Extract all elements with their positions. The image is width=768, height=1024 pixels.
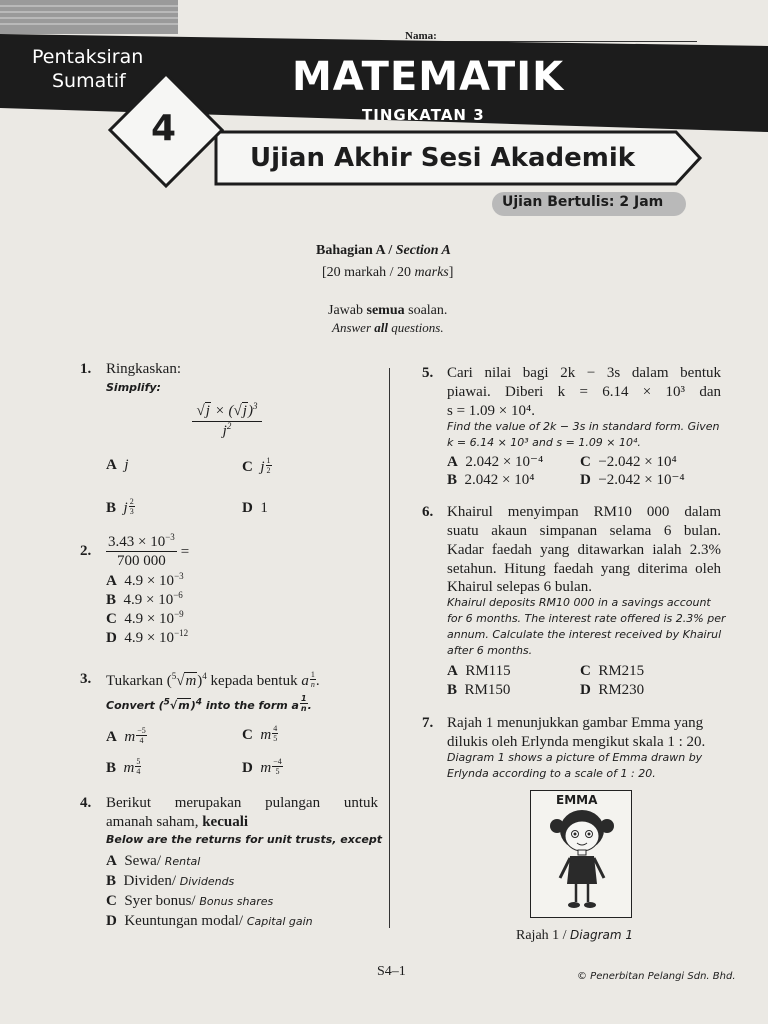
- q7-line-2: dilukis oleh Erlynda mengikut skala 1 : 20.: [447, 734, 706, 750]
- q4-text-ms-line2: amanah saham, kecuali: [106, 814, 249, 830]
- q5-number: 5.: [422, 365, 434, 381]
- q2-option-b[interactable]: B $4.9 \times 10^{-6}$: [106, 590, 183, 608]
- q4-option-c[interactable]: C Syer bonus/ Bonus shares: [106, 893, 274, 909]
- q1-option-c[interactable]: C j $\frac{1}{2}$: [242, 456, 271, 475]
- q6-option-c[interactable]: C RM215: [580, 663, 645, 679]
- q4-option-a[interactable]: A Sewa/ Rental: [106, 853, 201, 869]
- q4-number: 4.: [80, 795, 92, 811]
- q6-line-1: Khairul menyimpan RM10 000 dalam: [447, 504, 721, 520]
- q7-number: 7.: [422, 715, 434, 731]
- q3-option-b[interactable]: B m $\frac{5}{4}$: [106, 757, 141, 776]
- category-line-1: Pentaksiran: [32, 46, 144, 68]
- q2-number: 2.: [80, 543, 92, 559]
- q4-option-d[interactable]: D Keuntungan modal/ Capital gain: [106, 913, 313, 929]
- q5-line-3: s = 1.09 × 10⁴.: [447, 403, 535, 419]
- level-label: TINGKATAN 3: [362, 106, 485, 124]
- q6-line-5: Khairul selepas 6 bulan.: [447, 579, 592, 595]
- q5-option-d[interactable]: D −2.042 × 10⁻⁴: [580, 472, 685, 488]
- q5-line-2: piawai. Diberi k = 6.14 × 10³ dan: [447, 384, 721, 400]
- q3-option-c[interactable]: C m $\frac{4}{5}$: [242, 724, 278, 743]
- q6-en-line-2: for 6 months. The interest rate offered is 2.3% per: [447, 612, 726, 625]
- q6-en-line-1: Khairul deposits RM10 000 in a savings account: [447, 596, 711, 609]
- diagram-caption: Rajah 1 / Diagram 1: [516, 928, 634, 943]
- q3-text-ms: Tukarkan $(^5√m)^4$ kepada bentuk a $\frac{1}{n}$ .: [106, 670, 320, 689]
- q3-option-d[interactable]: D m $\frac{-4}{5}$: [242, 757, 282, 776]
- q6-line-2: suatu akaun simpanan selama 6 bulan.: [447, 523, 721, 539]
- q6-line-3: Kadar faedah yang ditawarkan ialah 2.3%: [447, 542, 721, 558]
- q6-line-4: setahun. Hitung faedah yang diterima oleh: [447, 561, 721, 577]
- section-title: Bahagian A / Section A: [316, 243, 451, 258]
- q7-en-line-2: Erlynda according to a scale of 1 : 20.: [447, 767, 656, 780]
- q1-text-en: Simplify:: [106, 381, 161, 394]
- q4-option-b[interactable]: B Dividen/ Dividends: [106, 873, 235, 889]
- emma-name-label: EMMA: [556, 793, 598, 807]
- q6-option-d[interactable]: D RM230: [580, 682, 645, 698]
- q1-number: 1.: [80, 361, 92, 377]
- paper-number: 4: [151, 108, 177, 149]
- publisher-credit: © Penerbitan Pelangi Sdn. Bhd.: [577, 971, 736, 982]
- q6-option-b[interactable]: B RM150: [447, 682, 511, 698]
- q4-text-en: Below are the returns for unit trusts, except: [106, 833, 382, 846]
- q1-option-a[interactable]: A j: [106, 457, 129, 473]
- paper-badge: Ujian Bertulis: 2 Jam: [502, 194, 664, 210]
- q1-text-ms: Ringkaskan:: [106, 361, 181, 377]
- q5-option-b[interactable]: B 2.042 × 10⁴: [447, 472, 535, 488]
- q2-expression: $\frac{3.43 \times 10^{-3}}{700 000}$ =: [108, 532, 190, 569]
- q5-option-c[interactable]: C −2.042 × 10⁴: [580, 454, 677, 470]
- category-line-2: Sumatif: [52, 70, 126, 92]
- q1-option-d[interactable]: D 1: [242, 500, 268, 516]
- q2-option-c[interactable]: C $4.9 \times 10^{-9}$: [106, 609, 184, 627]
- q2-option-a[interactable]: A $4.9 \times 10^{-3}$: [106, 571, 184, 589]
- subject-title: MATEMATIK: [292, 54, 565, 100]
- emma-figure: [545, 806, 619, 912]
- q7-en-line-1: Diagram 1 shows a picture of Emma drawn by: [447, 751, 703, 764]
- q4-text-ms-line1: Berikut merupakan pulangan untuk: [106, 795, 378, 811]
- q7-line-1: Rajah 1 menunjukkan gambar Emma yang: [447, 715, 704, 731]
- name-label: Nama:: [405, 30, 437, 42]
- q6-en-line-3: annum. Calculate the interest received by Khairul: [447, 628, 722, 641]
- q6-en-line-4: after 6 months.: [447, 644, 533, 657]
- q1-expression: $√j \times (√j)^3$ $j^2$: [192, 402, 262, 440]
- q1-option-b[interactable]: B j $\frac{2}{3}$: [106, 497, 134, 516]
- q3-text-en: Convert $(^5√m)^4$ into the form a $\frac{1}{n}$ .: [106, 694, 312, 713]
- q5-en-line-1: Find the value of 2k − 3s in standard form. Given: [447, 420, 720, 433]
- instruction-en: Answer all questions.: [332, 320, 444, 335]
- q5-option-a[interactable]: A 2.042 × 10⁻⁴: [447, 454, 544, 470]
- instruction-ms: Jawab semua soalan.: [328, 303, 448, 318]
- exam-title: Ujian Akhir Sesi Akademik: [250, 143, 636, 173]
- q3-option-a[interactable]: A m $\frac{-5}{4}$: [106, 726, 146, 745]
- q5-en-line-2: k = 6.14 × 10³ and s = 1.09 × 10⁴.: [447, 436, 641, 449]
- column-divider: [389, 368, 390, 928]
- q2-option-d[interactable]: D $4.9 \times 10^{-12}$: [106, 628, 189, 646]
- q3-number: 3.: [80, 671, 92, 687]
- q6-option-a[interactable]: A RM115: [447, 663, 511, 679]
- page-number: S4–1: [377, 964, 406, 979]
- q6-number: 6.: [422, 504, 434, 520]
- q5-line-1: Cari nilai bagi 2k − 3s dalam bentuk: [447, 365, 721, 381]
- section-marks: [20 markah / 20 marks]: [322, 265, 454, 280]
